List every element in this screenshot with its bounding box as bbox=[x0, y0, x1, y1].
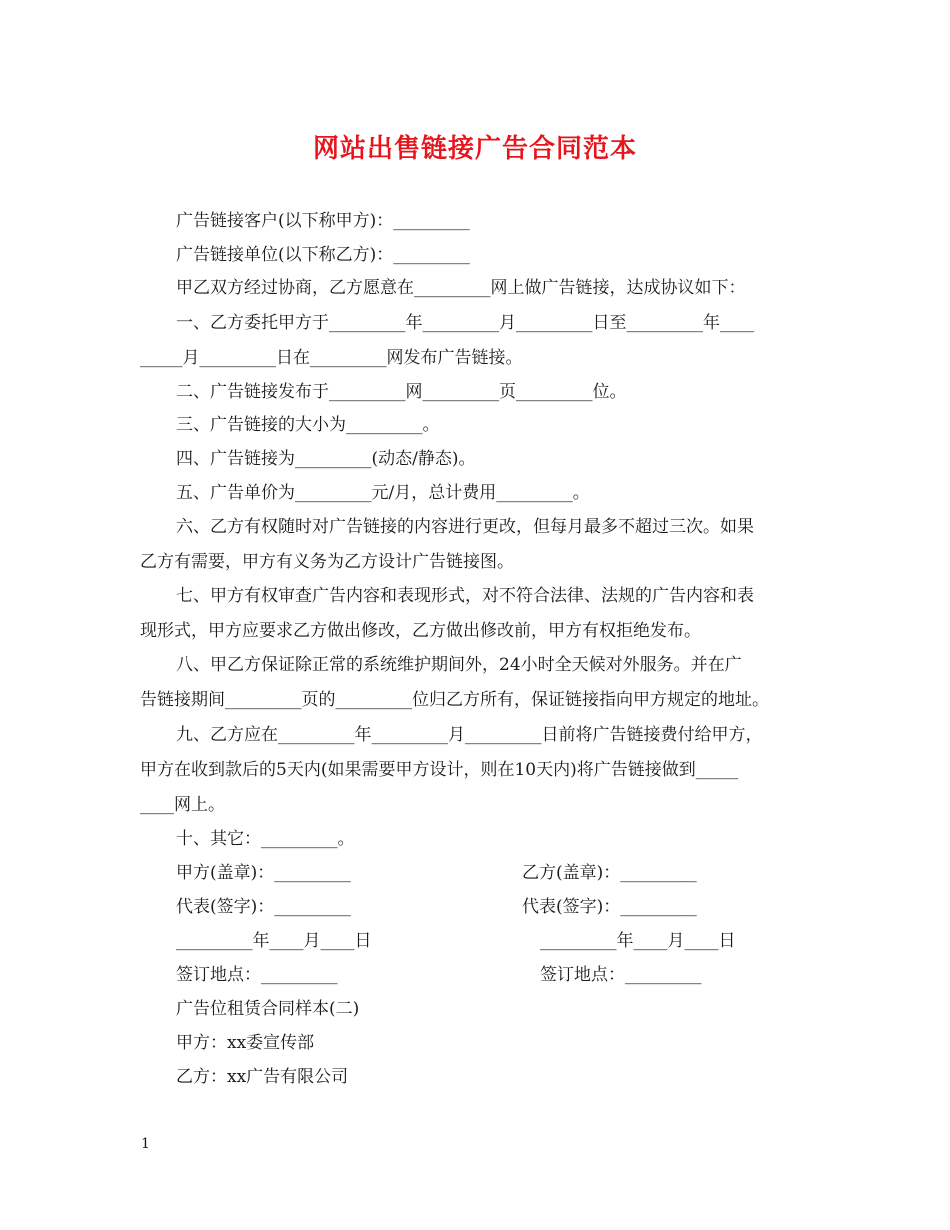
page-number: 1 bbox=[141, 1136, 150, 1152]
clause-line: 告链接期间_________页的_________位归乙方所有，保证链接指向甲方规定的地址。 bbox=[140, 690, 769, 710]
document-title: 网站出售链接广告合同范本 bbox=[312, 134, 637, 164]
clause-line: 甲乙双方经过协商，乙方愿意在_________网上做广告链接，达成协议如下： bbox=[176, 278, 746, 298]
party-b-place: 签订地点：_________ bbox=[540, 965, 702, 985]
party-a-seal: 甲方(盖章)：_________ bbox=[176, 863, 351, 883]
appendix-title: 广告位租赁合同样本(二) bbox=[176, 999, 360, 1019]
party-b-seal: 乙方(盖章)：_________ bbox=[522, 863, 697, 883]
clause-line: ____网上。 bbox=[140, 795, 225, 815]
clause-line: 七、甲方有权审查广告内容和表现形式，对不符合法律、法规的广告内容和表 bbox=[176, 586, 754, 606]
clause-line: 甲方在收到款后的5天内(如果需要甲方设计，则在10天内)将广告链接做到_____ bbox=[140, 760, 739, 780]
clause-line: 三、广告链接的大小为_________。 bbox=[176, 415, 440, 435]
party-b-representative: 代表(签字)：_________ bbox=[522, 897, 697, 917]
clause-line: 五、广告单价为_________元/月，总计费用_________。 bbox=[176, 483, 590, 503]
clause-line: 四、广告链接为_________(动态/静态)。 bbox=[176, 449, 476, 469]
clause-line: _____月_________日在_________网发布广告链接。 bbox=[140, 348, 523, 368]
party-a-place: 签订地点：_________ bbox=[176, 965, 338, 985]
party-b-date: _________年____月____日 bbox=[540, 931, 736, 951]
clause-line: 二、广告链接发布于_________网_________页_________位。 bbox=[176, 382, 627, 402]
clause-line: 广告链接单位(以下称乙方)：_________ bbox=[176, 245, 470, 265]
appendix-party-b: 乙方：xx广告有限公司 bbox=[176, 1067, 349, 1087]
clause-line: 九、乙方应在_________年_________月_________日前将广告链接费付给甲方， bbox=[176, 725, 763, 745]
clause-line: 六、乙方有权随时对广告链接的内容进行更改，但每月最多不超过三次。如果 bbox=[176, 517, 754, 537]
clause-line: 十、其它：_________。 bbox=[176, 829, 355, 849]
clause-line: 现形式，甲方应要求乙方做出修改，乙方做出修改前，甲方有权拒绝发布。 bbox=[140, 621, 701, 641]
clause-line: 乙方有需要，甲方有义务为乙方设计广告链接图。 bbox=[140, 552, 514, 572]
clause-line: 一、乙方委托甲方于_________年_________月_________日至_________年____ bbox=[176, 313, 754, 333]
party-a-date: _________年____月____日 bbox=[176, 931, 372, 951]
clause-line: 广告链接客户(以下称甲方)：_________ bbox=[176, 211, 470, 231]
clause-line: 八、甲乙方保证除正常的系统维护期间外，24小时全天候对外服务。并在广 bbox=[176, 655, 742, 675]
appendix-party-a: 甲方：xx委宣传部 bbox=[176, 1033, 315, 1053]
party-a-representative: 代表(签字)：_________ bbox=[176, 897, 351, 917]
